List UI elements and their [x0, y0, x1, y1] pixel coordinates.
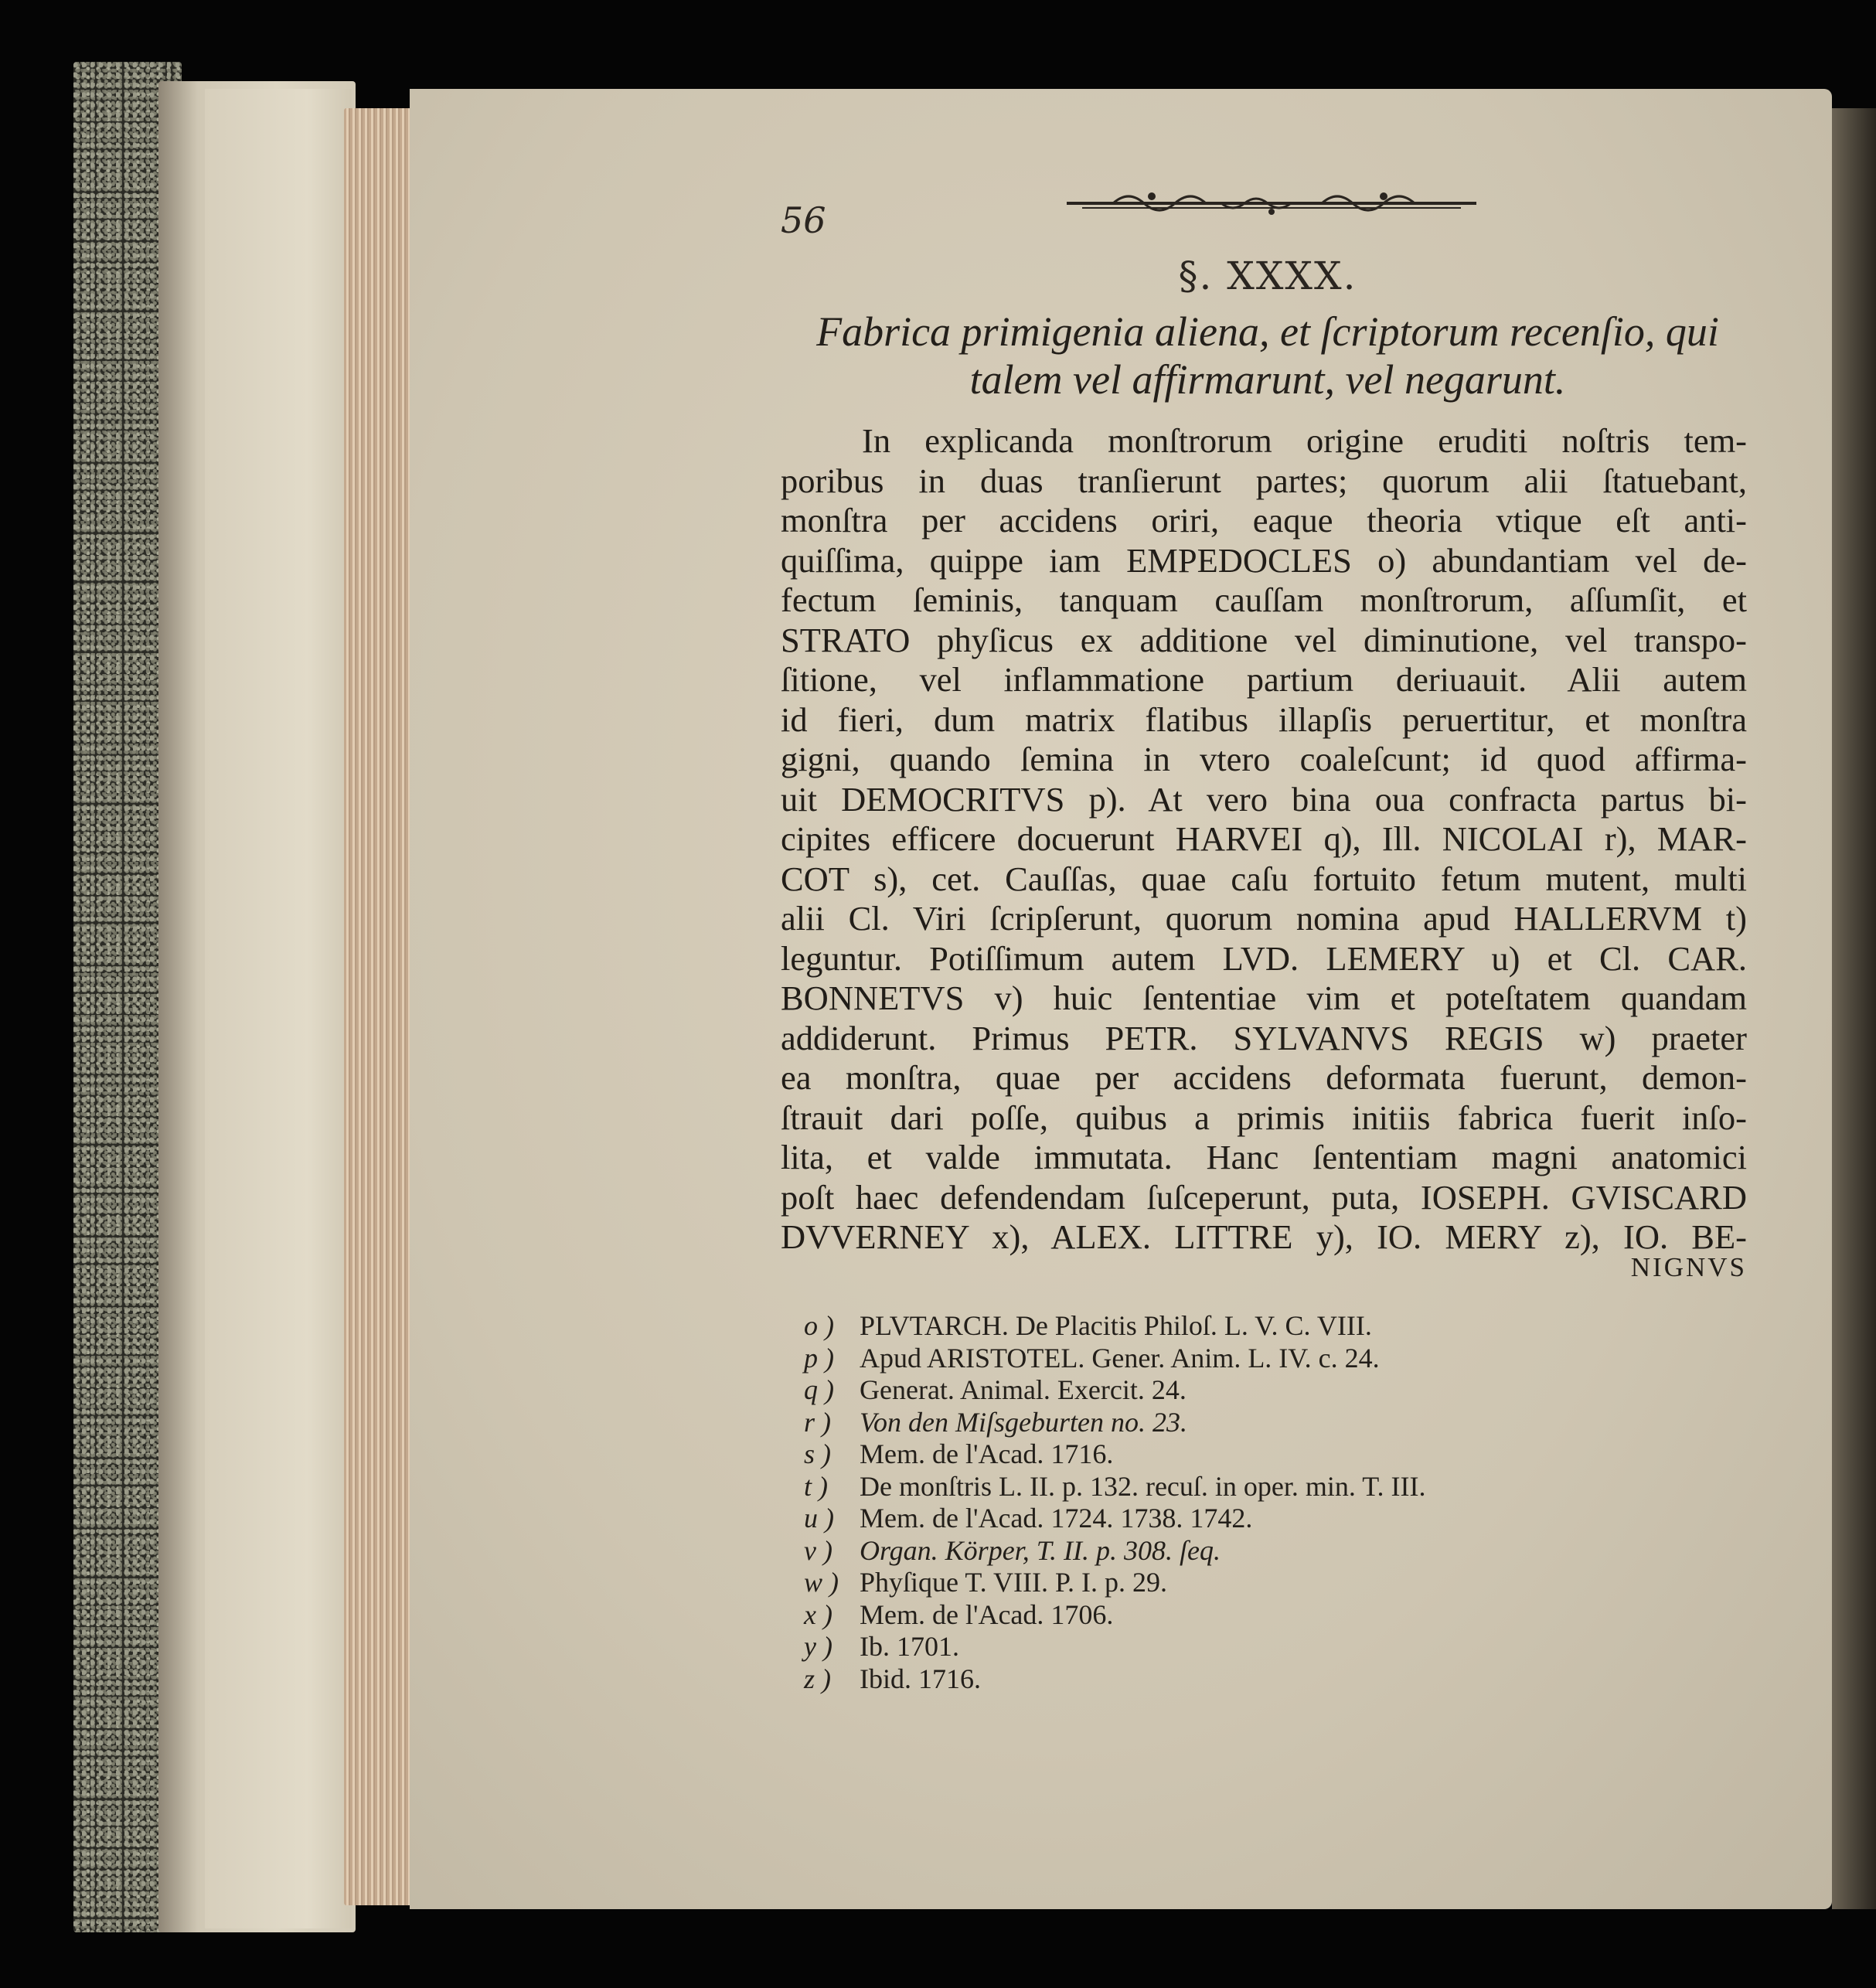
- body-line: alii Cl. Viri ſcripſerunt, quorum nomina apud HALLERVM t): [781, 899, 1747, 938]
- footnote-mark: y ): [804, 1631, 832, 1662]
- footnote: [804, 1310, 1654, 1343]
- right-page-edge: [1832, 108, 1876, 1909]
- footnote: [804, 1503, 1654, 1535]
- footnote-mark: t ): [804, 1470, 828, 1502]
- footnote: [804, 1663, 1654, 1696]
- footnote-text: Generat. Animal. Exercit. 24.: [860, 1374, 1187, 1405]
- footnote-text: Mem. de l'Acad. 1706.: [860, 1598, 1114, 1630]
- heading-line: talem vel affirmarunt, vel negarunt.: [969, 356, 1566, 403]
- body-line: poſt haec defendendam ſuſceperunt, puta, IOSEPH. GVISCARD: [781, 1177, 1747, 1217]
- footnote-text: Organ. Körper, T. II. p. 308. ſeq.: [860, 1534, 1221, 1566]
- footnotes: [804, 1310, 1654, 1695]
- footnote-text: Ib. 1701.: [860, 1631, 959, 1662]
- body-line: cipites efficere docuerunt HARVEI q), Ill. NICOLAI r), MAR-: [781, 819, 1747, 858]
- body-line: addiderunt. Primus PETR. SYLVANVS REGIS w) praeter: [781, 1018, 1747, 1057]
- body-line: STRATO phyſicus ex additione vel diminutione, vel transpo-: [781, 620, 1747, 659]
- footnote: [804, 1567, 1654, 1599]
- footnote-mark: s ): [804, 1438, 831, 1469]
- body-line: poribus in duas tranſierunt partes; quorum alii ſtatuebant,: [781, 461, 1747, 500]
- footnote: [804, 1374, 1654, 1407]
- footnote-text: Apud ARISTOTEL. Gener. Anim. L. IV. c. 24.: [860, 1342, 1380, 1374]
- footnote-text: Phyſique T. VIII. P. I. p. 29.: [860, 1567, 1168, 1598]
- footnote: [804, 1471, 1654, 1503]
- body-text: [781, 421, 1747, 1258]
- left-leaf: [205, 89, 352, 1928]
- footnote: [804, 1438, 1654, 1471]
- footnote-mark: x ): [804, 1598, 832, 1630]
- footnote-text: Ibid. 1716.: [860, 1663, 981, 1694]
- footnote-mark: q ): [804, 1374, 834, 1405]
- body-line: BONNETVS v) huic ſententiae vim et poteſtatem quandam: [781, 979, 1747, 1017]
- footnote-mark: r ): [804, 1406, 831, 1438]
- body-line: ſitione, vel inflammatione partium deriuauit. Alii autem: [781, 660, 1747, 699]
- body-line: DVVERNEY x), ALEX. LITTRE y), IO. MERY z), IO. BE-: [781, 1217, 1747, 1256]
- footnote: [804, 1535, 1654, 1568]
- footnote: [804, 1407, 1654, 1439]
- footnote-text: Von den Miſsgeburten no. 23.: [860, 1406, 1187, 1438]
- page-number: 56: [781, 199, 826, 241]
- ornament-rule-icon: [1067, 184, 1476, 223]
- footnote: [804, 1631, 1654, 1663]
- footnote-mark: v ): [804, 1534, 832, 1566]
- heading-line: Fabrica primigenia aliena, et ſcriptorum recenſio, qui: [816, 308, 1719, 355]
- catchword: NIGNVS: [1630, 1252, 1747, 1282]
- body-line: uit DEMOCRITVS p). At vero bina oua confracta partus bi-: [781, 779, 1747, 819]
- footnote-text: Mem. de l'Acad. 1724. 1738. 1742.: [860, 1503, 1253, 1534]
- body-line: ſtrauit dari poſſe, quibus a primis initiis fabrica fuerit inſo-: [781, 1098, 1747, 1137]
- footnote-text: De monſtris L. II. p. 132. recuſ. in oper. min. T. III.: [860, 1470, 1426, 1502]
- footnote-text: Mem. de l'Acad. 1716.: [860, 1438, 1114, 1469]
- page-edge-stack: [344, 108, 414, 1905]
- body-line: ea monſtra, quae per accidens deformata fuerunt, demon-: [781, 1058, 1747, 1097]
- footnote-mark: u ): [804, 1503, 834, 1534]
- footnote-text: PLVTARCH. De Placitis Philoſ. L. V. C. VIII.: [860, 1310, 1372, 1341]
- footnote-mark: z ): [804, 1663, 831, 1694]
- body-line: leguntur. Potiſſimum autem LVD. LEMERY u) et Cl. CAR.: [781, 938, 1747, 978]
- section-heading: [773, 308, 1762, 403]
- body-line: quiſſima, quippe iam EMPEDOCLES o) abundantiam vel de-: [781, 540, 1747, 580]
- body-line: lita, et valde immutata. Hanc ſententiam magni anatomici: [781, 1138, 1747, 1176]
- body-line: COT s), cet. Cauſſas, quae caſu fortuito fetum mutent, multi: [781, 859, 1747, 898]
- body-line: fectum ſeminis, tanquam cauſſam monſtrorum, aſſumſit, et: [781, 580, 1747, 619]
- footnote: [804, 1343, 1654, 1375]
- footnote: [804, 1599, 1654, 1632]
- section-number: §. XXXX.: [1178, 254, 1357, 298]
- body-line: gigni, quando ſemina in vtero coaleſcunt; id quod affirma-: [781, 740, 1747, 778]
- body-line: In explicanda monſtrorum origine eruditi noſtris tem-: [862, 421, 1747, 460]
- footnote-mark: o ): [804, 1310, 834, 1341]
- body-line: id fieri, dum matrix flatibus illapſis peruertitur, et monſtra: [781, 700, 1747, 739]
- body-line: monſtra per accidens oriri, eaque theoria vtique eſt anti-: [781, 501, 1747, 540]
- footnote-mark: w ): [804, 1567, 839, 1598]
- footnote-mark: p ): [804, 1342, 834, 1374]
